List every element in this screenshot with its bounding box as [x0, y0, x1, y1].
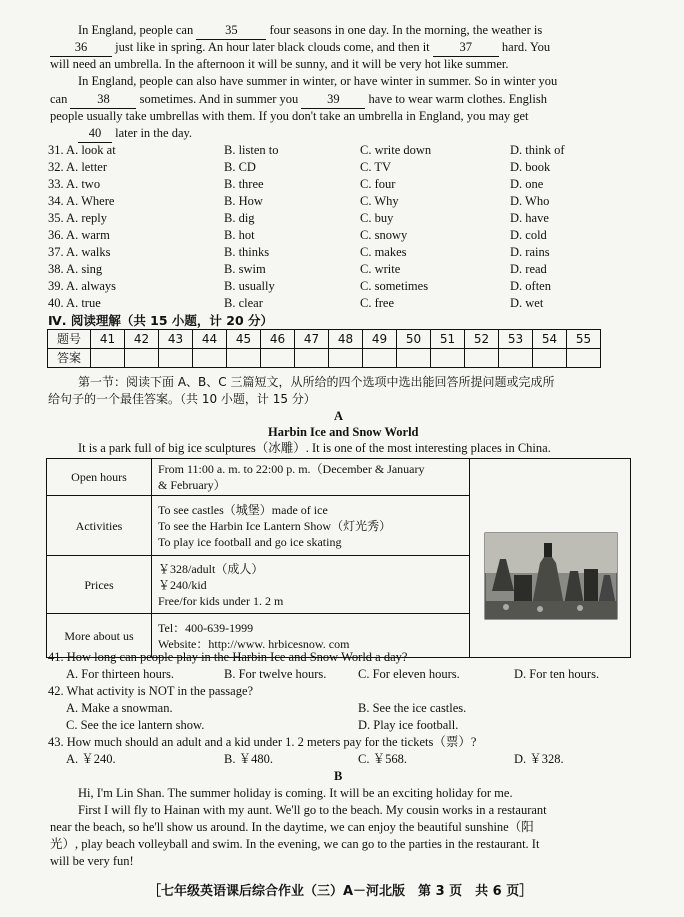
answer-cell[interactable]: [261, 349, 295, 368]
option-row-32: [48, 159, 638, 176]
option-d: D. cold: [510, 228, 547, 242]
option-a: 38. A. sing: [48, 262, 103, 276]
contact-website: Website：http://www. hrbicesnow. com: [158, 636, 350, 651]
passage-b-line-5: will be very fun!: [50, 854, 134, 868]
answer-cell[interactable]: [125, 349, 159, 368]
option-d: D. one: [510, 177, 544, 191]
blank-37: 37: [433, 39, 499, 57]
option-c: C. sometimes: [360, 279, 429, 293]
blank-36: 36: [50, 39, 112, 57]
answer-cell[interactable]: [465, 349, 499, 368]
price-line: ￥328/adult（成人）: [158, 561, 264, 576]
option-c: C. free: [360, 296, 395, 310]
option-d: D. wet: [510, 296, 544, 310]
cloze-text: later in the day.: [115, 126, 193, 140]
question-42: 42. What activity is NOT in the passage?: [48, 684, 254, 698]
instruction-line-2: 给句子的一个最佳答案。（共 10 小题，计 15 分）: [48, 392, 316, 406]
option-a: 31. A. look at: [48, 143, 116, 157]
option-c: C. makes: [360, 245, 407, 259]
question-43: 43. How much should an adult and a kid under 1. 2 meters pay for the tickets（票）?: [48, 735, 477, 749]
activity-line: To see castles（城堡）made of ice: [158, 502, 328, 517]
passage-b-line-1: Hi, I'm Lin Shan. The summer holiday is coming. It will be an exciting holiday for me.: [78, 786, 513, 800]
option-a: A. For thirteen hours.: [66, 667, 174, 681]
answer-cell[interactable]: [193, 349, 227, 368]
activities-label: Activities: [47, 496, 152, 556]
open-hours-label: Open hours: [47, 459, 152, 496]
answer-grid-label: 题号: [48, 330, 91, 349]
cloze-text: just like in spring. An hour later black clouds come, and then it: [115, 40, 430, 54]
answer-cell[interactable]: [91, 349, 125, 368]
activity-line: To play ice football and go ice skating: [158, 534, 342, 549]
park-info-table: [46, 458, 631, 658]
option-c: C. For eleven hours.: [358, 667, 460, 681]
option-b: B. For twelve hours.: [224, 667, 327, 681]
open-hours-value: [152, 459, 470, 496]
cloze-text: have to wear warm clothes. English: [368, 92, 547, 106]
option-d: D. book: [510, 160, 551, 174]
option-row-37: [48, 244, 638, 261]
passage-b-line-3: near the beach, so he'll show us around. In the daytime, we can enjoy the beautiful sunshine（阳: [50, 820, 534, 834]
activity-line: To see the Harbin Ice Lantern Show（灯光秀）: [158, 518, 392, 533]
option-d: D. often: [510, 279, 551, 293]
cloze-line-1: [78, 22, 658, 40]
option-c: C. buy: [360, 211, 394, 225]
question-number-cell: 46: [261, 330, 295, 349]
question-number-cell: 41: [91, 330, 125, 349]
cloze-text: sometimes. And in summer you: [139, 92, 299, 106]
question-number-cell: 51: [431, 330, 465, 349]
question-number-cell: 47: [295, 330, 329, 349]
price-line: ￥240/kid: [158, 577, 207, 592]
option-c: C. TV: [360, 160, 392, 174]
answer-cell[interactable]: [295, 349, 329, 368]
option-d: D. have: [510, 211, 549, 225]
option-a: 33. A. two: [48, 177, 101, 191]
open-hours-line: From 11:00 a. m. to 22:00 p. m.（December & January: [158, 462, 425, 476]
answer-cell[interactable]: [567, 349, 601, 368]
option-row-38: [48, 261, 638, 278]
option-row-40: [48, 295, 638, 312]
option-c: C. See the ice lantern show.: [66, 718, 205, 732]
section-4-title: Ⅳ. 阅读理解（共 15 小题，计 20 分）: [48, 313, 274, 328]
answer-cell[interactable]: [499, 349, 533, 368]
question-41-options: [66, 666, 656, 683]
option-c: C. Why: [360, 194, 399, 208]
passage-b-line-4: 光）, play beach volleyball and swim. In the evening, we can go to the parties in the restaurant. It: [50, 837, 540, 851]
option-a: 36. A. warm: [48, 228, 110, 242]
option-c: C. snowy: [360, 228, 408, 242]
option-a: 32. A. letter: [48, 160, 108, 174]
answer-cell[interactable]: [363, 349, 397, 368]
option-b: B. usually: [224, 279, 275, 293]
more-about-us-label: More about us: [47, 614, 152, 658]
question-number-cell: 42: [125, 330, 159, 349]
option-c: C. write down: [360, 143, 432, 157]
option-a: 35. A. reply: [48, 211, 108, 225]
answer-cell[interactable]: [159, 349, 193, 368]
option-b: B. dig: [224, 211, 255, 225]
option-c: C. write: [360, 262, 401, 276]
option-a: 37. A. walks: [48, 245, 111, 259]
answer-grid-number-row: [48, 330, 601, 349]
cloze-line-5: [50, 91, 630, 109]
option-row-33: [48, 176, 638, 193]
question-42-options-2: [66, 717, 656, 734]
cloze-line-2: [50, 39, 630, 57]
blank-35: 35: [196, 22, 266, 40]
option-b: B. CD: [224, 160, 256, 174]
answer-cell[interactable]: [533, 349, 567, 368]
prices-label: Prices: [47, 556, 152, 614]
option-a: 39. A. always: [48, 279, 117, 293]
option-a: A. Make a snowman.: [66, 701, 173, 715]
cloze-line-4: In England, people can also have summer in winter, or have winter in summer. So in winter you: [78, 74, 558, 88]
answer-cell[interactable]: [329, 349, 363, 368]
cloze-text: hard. You: [501, 40, 551, 54]
cloze-text: In England, people can: [78, 23, 194, 37]
cloze-line-6: people usually take umbrellas with them. If you don't take an umbrella in England, you may get: [50, 109, 529, 123]
passage-a-intro: It is a park full of big ice sculptures（冰雕）. It is one of the most interesting places in China.: [78, 441, 551, 455]
option-b: B. swim: [224, 262, 266, 276]
passage-a-title: Harbin Ice and Snow World: [268, 425, 419, 439]
passage-b-letter: B: [334, 769, 343, 783]
blank-38: 38: [70, 91, 136, 109]
option-b: B. clear: [224, 296, 263, 310]
option-c: C. four: [360, 177, 396, 191]
question-41: 41. How long can people play in the Harbin Ice and Snow World a day?: [48, 650, 408, 664]
option-b: B. See the ice castles.: [358, 701, 467, 715]
cloze-text: can: [50, 92, 68, 106]
option-row-35: [48, 210, 638, 227]
ice-castle-photo: [470, 491, 630, 625]
cloze-line-7: [78, 125, 658, 143]
info-row-open-hours: [47, 459, 631, 496]
option-a: A. ￥240.: [66, 752, 116, 766]
option-d: D. Who: [510, 194, 550, 208]
answer-grid: [47, 329, 601, 368]
option-b: B. three: [224, 177, 264, 191]
page-footer: ［七年级英语课后综合作业（三）A－河北版 第 3 页 共 6 页］: [148, 884, 533, 899]
cloze-text: four seasons in one day. In the morning, the weather is: [269, 23, 543, 37]
question-number-cell: 43: [159, 330, 193, 349]
question-number-cell: 52: [465, 330, 499, 349]
question-number-cell: 45: [227, 330, 261, 349]
cloze-line-3: will need an umbrella. In the afternoon it will be sunny, and it will be very hot like summer.: [50, 57, 509, 71]
answer-cell[interactable]: [431, 349, 465, 368]
question-number-cell: 53: [499, 330, 533, 349]
passage-b-line-2: First I will fly to Hainan with my aunt. We'll go to the beach. My cousin works in a restaurant: [78, 803, 547, 817]
option-b: B. ￥480.: [224, 752, 273, 766]
option-row-36: [48, 227, 638, 244]
option-d: D. Play ice football.: [358, 718, 459, 732]
answer-grid-answer-row: [48, 349, 601, 368]
question-number-cell: 48: [329, 330, 363, 349]
question-number-cell: 50: [397, 330, 431, 349]
option-d: D. read: [510, 262, 547, 276]
option-row-34: [48, 193, 638, 210]
passage-a-letter: A: [334, 409, 344, 423]
option-a: 40. A. true: [48, 296, 101, 310]
option-b: B. hot: [224, 228, 255, 242]
activities-value: [152, 496, 470, 556]
answer-grid-label: 答案: [48, 349, 91, 368]
answer-cell[interactable]: [227, 349, 261, 368]
option-row-31: [48, 142, 638, 159]
question-43-options: [66, 751, 656, 768]
question-number-cell: 54: [533, 330, 567, 349]
blank-39: 39: [301, 91, 365, 109]
option-d: D. rains: [510, 245, 550, 259]
option-b: B. thinks: [224, 245, 270, 259]
contact-tel: Tel：400-639-1999: [158, 620, 254, 635]
instruction-line-1: 第一节：阅读下面 A、B、C 三篇短文，从所给的四个选项中选出能回答所提问题或完成所: [78, 375, 555, 389]
question-number-cell: 49: [363, 330, 397, 349]
question-number-cell: 44: [193, 330, 227, 349]
blank-40: 40: [78, 125, 112, 143]
question-42-options-1: [66, 700, 656, 717]
option-b: B. listen to: [224, 143, 279, 157]
price-line: Free/for kids under 1. 2 m: [158, 593, 284, 608]
prices-value: [152, 556, 470, 614]
option-b: B. How: [224, 194, 263, 208]
question-number-cell: 55: [567, 330, 601, 349]
option-row-39: [48, 278, 638, 295]
option-d: D. ￥328.: [514, 752, 564, 766]
answer-cell[interactable]: [397, 349, 431, 368]
option-d: D. think of: [510, 143, 565, 157]
open-hours-line: & February）: [158, 478, 226, 492]
option-c: C. ￥568.: [358, 752, 407, 766]
option-d: D. For ten hours.: [514, 667, 600, 681]
ice-castle-photo-cell: [470, 459, 631, 658]
option-a: 34. A. Where: [48, 194, 115, 208]
